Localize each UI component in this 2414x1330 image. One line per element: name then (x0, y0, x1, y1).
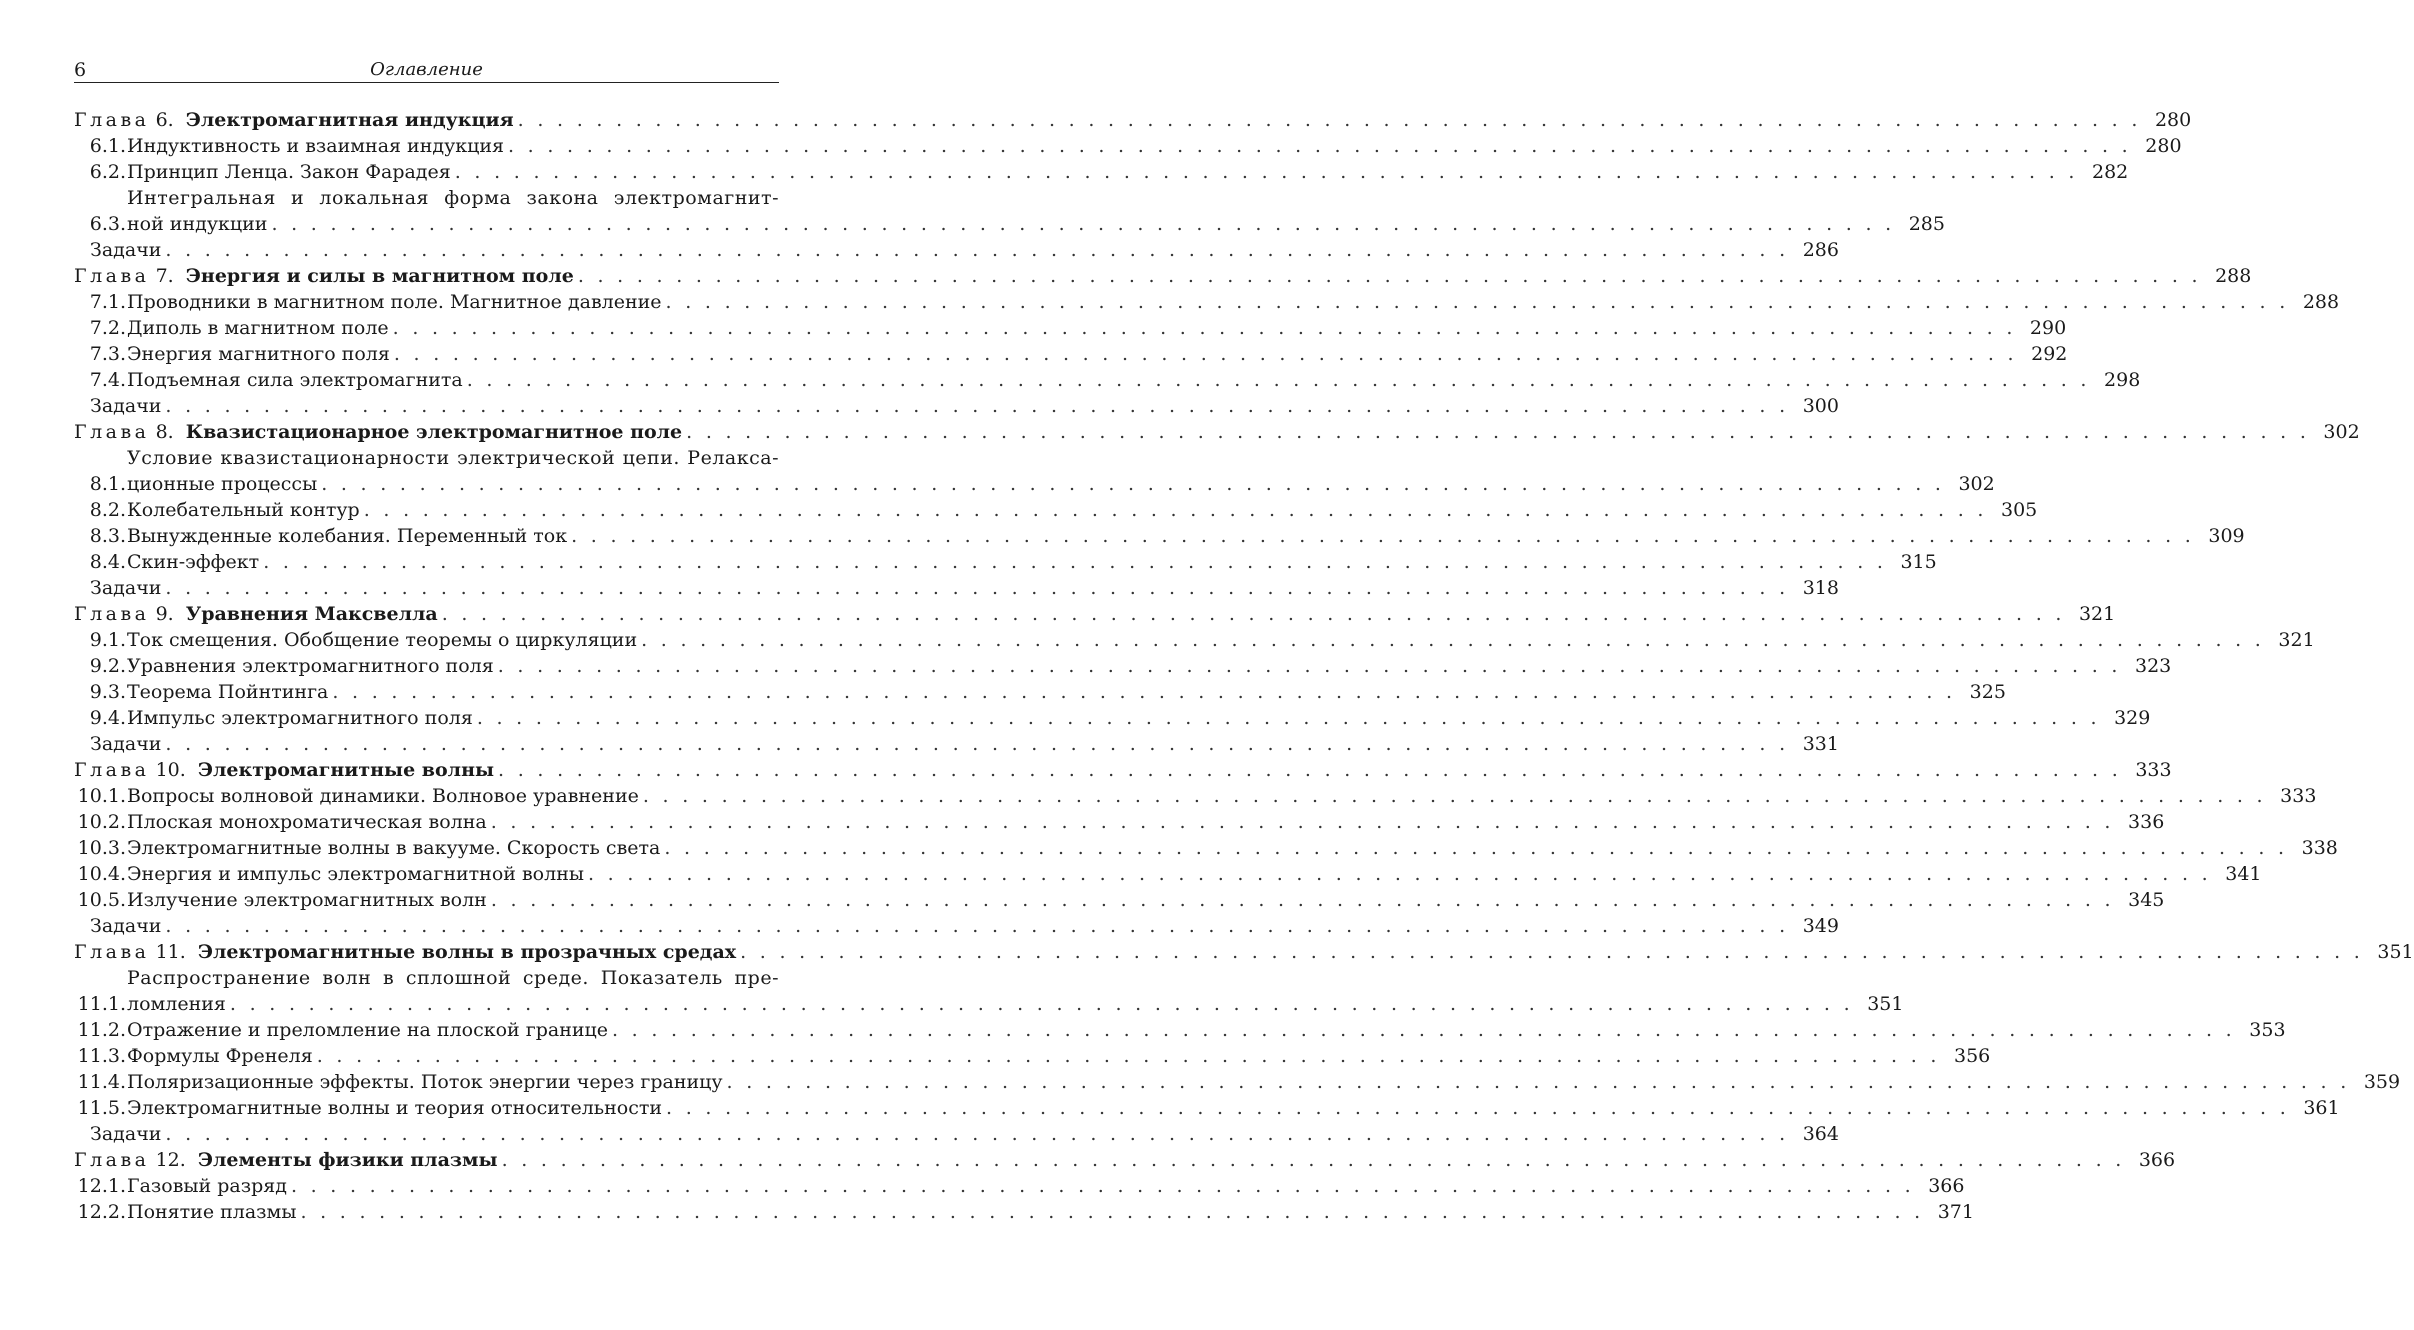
section-title: Энергия и импульс электромагнитной волны (127, 863, 584, 885)
page-ref: 288 (2302, 291, 2340, 313)
page-ref: 336 (2128, 811, 2165, 833)
dot-leader: . . . . . . . . . . . . . . . . . . . . . . . . . . . . . . . . . . . . . . . . . . . . . . . . . . . . . . . . . . . . . . . . . . . . . . . . . . . . . . . . . . . (441, 603, 2066, 625)
leader-line (127, 367, 2141, 393)
toc-section-entry[interactable] (74, 965, 1904, 1017)
section-title: Излучение электромагнитных волн (127, 889, 487, 911)
page-ref: 333 (2280, 785, 2317, 807)
section-content (127, 965, 1904, 1017)
table-of-contents (74, 107, 2414, 1225)
section-number: 7.4. (89, 369, 126, 391)
section-number: 11.5. (77, 1097, 126, 1119)
dot-leader: . . . . . . . . . . . . . . . . . . . . . . . . . . . . . . . . . . . . . . . . . . . . . . . . . . . . . . . . . . . . . . . . . . . . . . . . . . . . . . . . . . . (165, 915, 1789, 937)
leader-line (127, 549, 1937, 575)
page-ref: 309 (2208, 525, 2245, 547)
page-ref: 359 (2363, 1071, 2401, 1093)
chapter-prefix: Глава (74, 109, 150, 131)
page-ref: 280 (2145, 135, 2182, 157)
section-content (74, 393, 1839, 419)
section-title: Задачи (90, 395, 162, 417)
page-ref: 366 (2138, 1149, 2176, 1171)
toc-section-entry[interactable] (74, 809, 2165, 835)
page-ref: 280 (2154, 109, 2192, 131)
toc-section-entry[interactable] (74, 185, 1945, 237)
section-content (127, 809, 2165, 835)
toc-section-entry[interactable] (74, 627, 2315, 653)
dot-leader: . . . . . . . . . . . . . . . . . . . . . . . . . . . . . . . . . . . . . . . . . . . . . . . . . . . . . . . . . . . . . . . . . . . . . . . . . . . . . . . . . . . (466, 369, 2091, 391)
chapter-label (74, 939, 736, 965)
section-number: 11.3. (77, 1045, 126, 1067)
section-title: Импульс электромагнитного поля (127, 707, 473, 729)
chapter-label (74, 107, 514, 133)
toc-chapter-entry[interactable] (74, 1147, 2176, 1173)
section-title: Задачи (90, 577, 162, 599)
chapter-label (74, 419, 682, 445)
section-content (127, 679, 2006, 705)
section-content (127, 133, 2182, 159)
dot-leader: . . . . . . . . . . . . . . . . . . . . . . . . . . . . . . . . . . . . . . . . . . . . . . . . . . . . . . . . . . . . . . . . . . . . . . . . . . . . . . . . . . . (316, 1045, 1941, 1067)
toc-problems-entry[interactable] (74, 237, 1839, 263)
leader-line (127, 341, 2068, 367)
toc-problems-entry[interactable] (74, 731, 1839, 757)
section-content (127, 887, 2165, 913)
section-content (127, 1095, 2340, 1121)
page-ref: 338 (2301, 837, 2338, 859)
section-title: Энергия магнитного поля (127, 343, 390, 365)
chapter-title: Электромагнитные волны (197, 759, 495, 781)
page-ref: 305 (2000, 499, 2038, 521)
section-number: 11.1. (77, 993, 126, 1015)
section-content (74, 731, 1839, 757)
chapter-label (74, 1147, 498, 1173)
toc-section-entry[interactable] (74, 705, 2151, 731)
section-title: Электромагнитные волны в вакууме. Скорость света (127, 837, 661, 859)
leader-line (127, 471, 1995, 497)
section-title: Распространение волн в сплошной среде. Показатель пре- (127, 967, 779, 989)
page-ref: 331 (1802, 733, 1839, 755)
toc-section-entry[interactable] (74, 315, 2067, 341)
leader-line (127, 705, 2151, 731)
section-title: Ток смещения. Обобщение теоремы о циркуляции (127, 629, 638, 651)
section-content (74, 575, 1839, 601)
page-ref: 315 (1900, 551, 1937, 573)
dot-leader: . . . . . . . . . . . . . . . . . . . . . . . . . . . . . . . . . . . . . . . . . . . . . . . . . . . . . . . . . . . . . . . . . . . . . . . . . . . . . . . . . . . (454, 161, 2079, 183)
leader-line (90, 913, 1839, 939)
toc-problems-entry[interactable] (74, 575, 1839, 601)
section-title: Проводники в магнитном поле. Магнитное давление (127, 291, 662, 313)
section-title: Задачи (90, 915, 162, 937)
chapter-content (74, 263, 2252, 289)
section-content (127, 1017, 2286, 1043)
toc-section-entry[interactable] (74, 783, 2317, 809)
section-title: Подъемная сила электромагнита (127, 369, 463, 391)
chapter-title: Квазистационарное электромагнитное поле (185, 421, 683, 443)
section-number: 11.4. (77, 1071, 126, 1093)
dot-leader: . . . . . . . . . . . . . . . . . . . . . . . . . . . . . . . . . . . . . . . . . . . . . . . . . . . . . . . . . . . . . . . . . . . . . . . . . . . . . . . . . . . (165, 1123, 1789, 1145)
page-ref: 318 (1802, 577, 1839, 599)
page-ref: 333 (2135, 759, 2172, 781)
section-title: Вынужденные колебания. Переменный ток (127, 525, 568, 547)
section-content (127, 367, 2141, 393)
chapter-number: 6. (155, 109, 174, 131)
chapter-content (74, 107, 2192, 133)
leader-line (74, 419, 2360, 445)
section-title: Отражение и преломление на плоской границе (127, 1019, 608, 1041)
section-content (127, 1043, 1991, 1069)
section-title: Поляризационные эффекты. Поток энергии через границу (127, 1071, 723, 1093)
section-number: 9.1. (89, 629, 126, 651)
dot-leader: . . . . . . . . . . . . . . . . . . . . . . . . . . . . . . . . . . . . . . . . . . . . . . . . . . . . . . . . . . . . . . . . . . . . . . . . . . . . . . . . . . . (740, 941, 2364, 963)
toc-section-entry[interactable] (74, 445, 1995, 497)
leader-line (127, 627, 2315, 653)
dot-leader: . . . . . . . . . . . . . . . . . . . . . . . . . . . . . . . . . . . . . . . . . . . . . . . . . . . . . . . . . . . . . . . . . . . . . . . . . . . . . . . . . . . (490, 811, 2115, 833)
leader-line (127, 783, 2317, 809)
leader-line (127, 887, 2165, 913)
dot-leader: . . . . . . . . . . . . . . . . . . . . . . . . . . . . . . . . . . . . . . . . . . . . . . . . . . . . . . . . . . . . . . . . . . . . . . . . . . . . . . . . . . . (229, 993, 1854, 1015)
leader-line (90, 731, 1839, 757)
leader-line (74, 939, 2414, 965)
page-ref: 302 (1958, 473, 1995, 495)
dot-leader: . . . . . . . . . . . . . . . . . . . . . . . . . . . . . . . . . . . . . . . . . . . . . . . . . . . . . . . . . . . . . . . . . . . . . . . . . . . . . . . . . . . (497, 655, 2122, 677)
dot-leader: . . . . . . . . . . . . . . . . . . . . . . . . . . . . . . . . . . . . . . . . . . . . . . . . . . . . . . . . . . . . . . . . . . . . . . . . . . . . . . . . . . . (476, 707, 2101, 729)
dot-leader: . . . . . . . . . . . . . . . . . . . . . . . . . . . . . . . . . . . . . . . . . . . . . . . . . . . . . . . . . . . . . . . . . . . . . . . . . . . . . . . . . . . (501, 1149, 2126, 1171)
section-content (127, 341, 2068, 367)
page-ref: 349 (1802, 915, 1839, 937)
leader-line (74, 107, 2192, 133)
dot-leader: . . . . . . . . . . . . . . . . . . . . . . . . . . . . . . . . . . . . . . . . . . . . . . . . . . . . . . . . . . . . . . . . . . . . . . . . . . . . . . . . . . . (498, 759, 2122, 781)
dot-leader: . . . . . . . . . . . . . . . . . . . . . . . . . . . . . . . . . . . . . . . . . . . . . . . . . . . . . . . . . . . . . . . . . . . . . . . . . . . . . . . . . . . (642, 785, 2267, 807)
section-number: 10.1. (77, 785, 126, 807)
toc-chapter-entry[interactable] (74, 757, 2172, 783)
chapter-label (74, 757, 494, 783)
toc-section-entry[interactable] (74, 1069, 2401, 1095)
page-ref: 321 (2278, 629, 2315, 651)
leader-line (127, 523, 2245, 549)
section-number: 6.2. (89, 161, 126, 183)
chapter-prefix: Глава (74, 603, 150, 625)
page-ref: 353 (2249, 1019, 2286, 1041)
page-ref: 325 (1969, 681, 2006, 703)
section-content (127, 783, 2317, 809)
toc-chapter-entry[interactable] (74, 601, 2116, 627)
leader-line (127, 159, 2129, 185)
section-number: 8.3. (89, 525, 126, 547)
section-content (74, 1121, 1839, 1147)
leader-line (127, 1017, 2286, 1043)
section-title: Диполь в магнитном поле (127, 317, 389, 339)
section-content (127, 497, 2038, 523)
dot-leader: . . . . . . . . . . . . . . . . . . . . . . . . . . . . . . . . . . . . . . . . . . . . . . . . . . . . . . . . . . . . . . . . . . . . . . . . . . . . . . . . . . . (665, 291, 2290, 313)
chapter-content (74, 601, 2116, 627)
toc-section-entry[interactable] (74, 341, 2068, 367)
toc-chapter-entry[interactable] (74, 419, 2360, 445)
dot-leader: . . . . . . . . . . . . . . . . . . . . . . . . . . . . . . . . . . . . . . . . . . . . . . . . . . . . . . . . . . . . . . . . . . . . . . . . . . . . . . . . . . . (686, 421, 2310, 443)
dot-leader: . . . . . . . . . . . . . . . . . . . . . . . . . . . . . . . . . . . . . . . . . . . . . . . . . . . . . . . . . . . . . . . . . . . . . . . . . . . . . . . . . . . (165, 577, 1789, 599)
chapter-title: Элементы физики плазмы (197, 1149, 498, 1171)
leader-line (127, 991, 1904, 1017)
dot-leader: . . . . . . . . . . . . . . . . . . . . . . . . . . . . . . . . . . . . . . . . . . . . . . . . . . . . . . . . . . . . . . . . . . . . . . . . . . . . . . . . . . . (300, 1201, 1924, 1223)
chapter-number: 10. (155, 759, 186, 781)
dot-leader: . . . . . . . . . . . . . . . . . . . . . . . . . . . . . . . . . . . . . . . . . . . . . . . . . . . . . . . . . . . . . . . . . . . . . . . . . . . . . . . . . . . (508, 135, 2132, 157)
toc-section-entry[interactable] (74, 523, 2245, 549)
leader-line (90, 575, 1839, 601)
toc-section-entry[interactable] (74, 679, 2006, 705)
page-ref: 351 (2377, 941, 2414, 963)
section-title: Интегральная и локальная форма закона электромагнит- (127, 187, 779, 209)
dot-leader: . . . . . . . . . . . . . . . . . . . . . . . . . . . . . . . . . . . . . . . . . . . . . . . . . . . . . . . . . . . . . . . . . . . . . . . . . . . . . . . . . . . (641, 629, 2265, 651)
toc-section-entry[interactable] (74, 289, 2340, 315)
section-number: 9.4. (89, 707, 126, 729)
dot-leader: . . . . . . . . . . . . . . . . . . . . . . . . . . . . . . . . . . . . . . . . . . . . . . . . . . . . . . . . . . . . . . . . . . . . . . . . . . . . . . . . . . . (165, 733, 1789, 755)
page-ref: 288 (2215, 265, 2252, 287)
section-number: 12.1. (77, 1175, 126, 1197)
chapter-prefix: Глава (74, 265, 150, 287)
toc-page (74, 0, 2414, 1223)
section-title: Задачи (90, 239, 162, 261)
chapter-label (74, 263, 574, 289)
page-ref: 323 (2134, 655, 2172, 677)
page-ref: 298 (2104, 369, 2141, 391)
page-title: Оглавление (370, 59, 483, 80)
section-number: 6.3. (89, 213, 126, 235)
chapter-content (74, 939, 2414, 965)
section-title: Плоская монохроматическая волна (127, 811, 487, 833)
section-number: 10.5. (77, 889, 126, 911)
toc-section-entry[interactable] (74, 497, 2038, 523)
chapter-title: Энергия и силы в магнитном поле (185, 265, 574, 287)
page-ref: 364 (1802, 1123, 1839, 1145)
section-content (127, 1069, 2401, 1095)
section-title-continuation: ломления (127, 993, 226, 1015)
toc-section-entry[interactable] (74, 1199, 1974, 1225)
section-title-continuation: ционные процессы (127, 473, 318, 495)
chapter-title: Уравнения Максвелла (185, 603, 438, 625)
leader-line (74, 1147, 2176, 1173)
dot-leader: . . . . . . . . . . . . . . . . . . . . . . . . . . . . . . . . . . . . . . . . . . . . . . . . . . . . . . . . . . . . . . . . . . . . . . . . . . . . . . . . . . . (290, 1175, 1915, 1197)
dot-leader: . . . . . . . . . . . . . . . . . . . . . . . . . . . . . . . . . . . . . . . . . . . . . . . . . . . . . . . . . . . . . . . . . . . . . . . . . . . . . . . . . . . (612, 1019, 2236, 1041)
page-ref: 366 (1928, 1175, 1965, 1197)
page-ref: 371 (1937, 1201, 1974, 1223)
page-ref: 361 (2303, 1097, 2340, 1119)
chapter-label (74, 601, 438, 627)
chapter-content (74, 419, 2360, 445)
toc-section-entry[interactable] (74, 159, 2129, 185)
section-content (127, 315, 2067, 341)
dot-leader: . . . . . . . . . . . . . . . . . . . . . . . . . . . . . . . . . . . . . . . . . . . . . . . . . . . . . . . . . . . . . . . . . . . . . . . . . . . . . . . . . . . (263, 551, 1887, 573)
page-ref: 302 (2323, 421, 2360, 443)
chapter-prefix: Глава (74, 1149, 150, 1171)
toc-chapter-entry[interactable] (74, 939, 2414, 965)
section-number: 7.1. (89, 291, 126, 313)
section-number: 8.4. (89, 551, 126, 573)
section-content (127, 627, 2315, 653)
toc-section-entry[interactable] (74, 887, 2165, 913)
leader-line (127, 1095, 2340, 1121)
toc-problems-entry[interactable] (74, 1121, 1839, 1147)
dot-leader: . . . . . . . . . . . . . . . . . . . . . . . . . . . . . . . . . . . . . . . . . . . . . . . . . . . . . . . . . . . . . . . . . . . . . . . . . . . . . . . . . . . (165, 395, 1789, 417)
section-title: Задачи (90, 733, 162, 755)
section-title: Индуктивность и взаимная индукция (127, 135, 504, 157)
leader-line (74, 601, 2116, 627)
chapter-content (74, 1147, 2176, 1173)
section-title: Условие квазистационарности электрической цепи. Релакса- (127, 447, 779, 469)
section-content (127, 523, 2245, 549)
page-ref: 356 (1953, 1045, 1991, 1067)
chapter-prefix: Глава (74, 759, 150, 781)
section-title: Формулы Френеля (127, 1045, 313, 1067)
dot-leader: . . . . . . . . . . . . . . . . . . . . . . . . . . . . . . . . . . . . . . . . . . . . . . . . . . . . . . . . . . . . . . . . . . . . . . . . . . . . . . . . . . . (332, 681, 1956, 703)
leader-line (127, 679, 2006, 705)
section-title: Теорема Пойнтинга (127, 681, 329, 703)
dot-leader: . . . . . . . . . . . . . . . . . . . . . . . . . . . . . . . . . . . . . . . . . . . . . . . . . . . . . . . . . . . . . . . . . . . . . . . . . . . . . . . . . . . (165, 239, 1789, 261)
section-number: 8.1. (89, 473, 126, 495)
toc-section-entry[interactable] (74, 133, 2182, 159)
chapter-number: 7. (155, 265, 174, 287)
section-number: 10.4. (77, 863, 126, 885)
section-content (127, 185, 1945, 237)
page-ref: 321 (2078, 603, 2116, 625)
leader-line (127, 1043, 1991, 1069)
dot-leader: . . . . . . . . . . . . . . . . . . . . . . . . . . . . . . . . . . . . . . . . . . . . . . . . . . . . . . . . . . . . . . . . . . . . . . . . . . . . . . . . . . . (666, 1097, 2290, 1119)
leader-line (127, 315, 2067, 341)
section-content (127, 1199, 1974, 1225)
page-ref: 285 (1908, 213, 1945, 235)
dot-leader: . . . . . . . . . . . . . . . . . . . . . . . . . . . . . . . . . . . . . . . . . . . . . . . . . . . . . . . . . . . . . . . . . . . . . . . . . . . . . . . . . . . (664, 837, 2288, 859)
section-title: Вопросы волновой динамики. Волновое уравнение (127, 785, 639, 807)
page-ref: 292 (2031, 343, 2068, 365)
dot-leader: . . . . . . . . . . . . . . . . . . . . . . . . . . . . . . . . . . . . . . . . . . . . . . . . . . . . . . . . . . . . . . . . . . . . . . . . . . . . . . . . . . . (587, 863, 2212, 885)
page-ref: 290 (2029, 317, 2067, 339)
section-number: 12.2. (77, 1201, 126, 1223)
toc-section-entry[interactable] (74, 1095, 2340, 1121)
leader-line (90, 237, 1839, 263)
section-number: 10.2. (77, 811, 126, 833)
toc-section-entry[interactable] (74, 549, 1937, 575)
chapter-content (74, 757, 2172, 783)
leader-line (127, 289, 2340, 315)
toc-section-entry[interactable] (74, 1173, 1965, 1199)
toc-section-entry[interactable] (74, 367, 2141, 393)
section-title-continuation: ной индукции (127, 213, 268, 235)
page-ref: 286 (1802, 239, 1839, 261)
section-title: Понятие плазмы (127, 1201, 297, 1223)
leader-line (127, 809, 2165, 835)
leader-line (127, 1173, 1965, 1199)
chapter-title: Электромагнитная индукция (185, 109, 514, 131)
section-content (127, 289, 2340, 315)
section-number: 11.2. (77, 1019, 126, 1041)
page-ref: 345 (2128, 889, 2165, 911)
section-number: 8.2. (89, 499, 126, 521)
section-content (127, 835, 2338, 861)
page-ref: 329 (2114, 707, 2151, 729)
page-ref: 351 (1867, 993, 1904, 1015)
leader-line (127, 861, 2262, 887)
dot-leader: . . . . . . . . . . . . . . . . . . . . . . . . . . . . . . . . . . . . . . . . . . . . . . . . . . . . . . . . . . . . . . . . . . . . . . . . . . . . . . . . . . . (577, 265, 2202, 287)
chapter-number: 8. (155, 421, 174, 443)
section-number: 9.3. (89, 681, 126, 703)
section-number: 6.1. (89, 135, 126, 157)
section-content (74, 237, 1839, 263)
dot-leader: . . . . . . . . . . . . . . . . . . . . . . . . . . . . . . . . . . . . . . . . . . . . . . . . . . . . . . . . . . . . . . . . . . . . . . . . . . . . . . . . . . . (393, 343, 2018, 365)
section-title: Колебательный контур (127, 499, 360, 521)
page-ref: 300 (1802, 395, 1839, 417)
leader-line (90, 393, 1839, 419)
toc-problems-entry[interactable] (74, 393, 1839, 419)
leader-line (74, 263, 2252, 289)
chapter-prefix: Глава (74, 421, 150, 443)
section-number: 7.3. (89, 343, 126, 365)
chapter-prefix: Глава (74, 941, 150, 963)
dot-leader: . . . . . . . . . . . . . . . . . . . . . . . . . . . . . . . . . . . . . . . . . . . . . . . . . . . . . . . . . . . . . . . . . . . . . . . . . . . . . . . . . . . (571, 525, 2195, 547)
section-number: 7.2. (89, 317, 126, 339)
section-content (127, 705, 2151, 731)
section-number: 9.2. (89, 655, 126, 677)
dot-leader: . . . . . . . . . . . . . . . . . . . . . . . . . . . . . . . . . . . . . . . . . . . . . . . . . . . . . . . . . . . . . . . . . . . . . . . . . . . . . . . . . . . (517, 109, 2142, 131)
toc-problems-entry[interactable] (74, 913, 1839, 939)
leader-line (127, 211, 1945, 237)
dot-leader: . . . . . . . . . . . . . . . . . . . . . . . . . . . . . . . . . . . . . . . . . . . . . . . . . . . . . . . . . . . . . . . . . . . . . . . . . . . . . . . . . . . (363, 499, 1988, 521)
chapter-number: 11. (155, 941, 186, 963)
leader-line (127, 497, 2038, 523)
dot-leader: . . . . . . . . . . . . . . . . . . . . . . . . . . . . . . . . . . . . . . . . . . . . . . . . . . . . . . . . . . . . . . . . . . . . . . . . . . . . . . . . . . . (271, 213, 1895, 235)
leader-line (127, 653, 2172, 679)
leader-line (127, 1199, 1974, 1225)
section-content (127, 549, 1937, 575)
section-content (127, 1173, 1965, 1199)
dot-leader: . . . . . . . . . . . . . . . . . . . . . . . . . . . . . . . . . . . . . . . . . . . . . . . . . . . . . . . . . . . . . . . . . . . . . . . . . . . . . . . . . . . (392, 317, 2017, 339)
toc-chapter-entry[interactable] (74, 263, 2252, 289)
section-title: Электромагнитные волны и теория относительности (127, 1097, 663, 1119)
section-content (127, 445, 1995, 497)
page-ref: 282 (2092, 161, 2129, 183)
toc-section-entry[interactable] (74, 1043, 1991, 1069)
section-title: Уравнения электромагнитного поля (127, 655, 494, 677)
section-title: Газовый разряд (127, 1175, 287, 1197)
toc-section-entry[interactable] (74, 1017, 2286, 1043)
section-content (127, 861, 2262, 887)
dot-leader: . . . . . . . . . . . . . . . . . . . . . . . . . . . . . . . . . . . . . . . . . . . . . . . . . . . . . . . . . . . . . . . . . . . . . . . . . . . . . . . . . . . (321, 473, 1945, 495)
leader-line (127, 835, 2338, 861)
page-number: 6 (74, 59, 87, 81)
dot-leader: . . . . . . . . . . . . . . . . . . . . . . . . . . . . . . . . . . . . . . . . . . . . . . . . . . . . . . . . . . . . . . . . . . . . . . . . . . . . . . . . . . . (726, 1071, 2351, 1093)
page-ref: 341 (2225, 863, 2262, 885)
section-content (127, 159, 2129, 185)
section-content (127, 653, 2172, 679)
chapter-title: Электромагнитные волны в прозрачных средах (197, 941, 737, 963)
leader-line (74, 757, 2172, 783)
section-title: Задачи (90, 1123, 162, 1145)
running-header (74, 0, 779, 83)
section-title: Скин-эффект (127, 551, 260, 573)
chapter-number: 9. (155, 603, 174, 625)
toc-section-entry[interactable] (74, 653, 2172, 679)
toc-section-entry[interactable] (74, 861, 2262, 887)
leader-line (127, 133, 2182, 159)
dot-leader: . . . . . . . . . . . . . . . . . . . . . . . . . . . . . . . . . . . . . . . . . . . . . . . . . . . . . . . . . . . . . . . . . . . . . . . . . . . . . . . . . . . (490, 889, 2115, 911)
section-title: Принцип Ленца. Закон Фарадея (127, 161, 451, 183)
leader-line (90, 1121, 1839, 1147)
chapter-number: 12. (155, 1149, 186, 1171)
section-content (74, 913, 1839, 939)
toc-chapter-entry[interactable] (74, 107, 2192, 133)
toc-section-entry[interactable] (74, 835, 2338, 861)
section-number: 10.3. (77, 837, 126, 859)
leader-line (127, 1069, 2401, 1095)
